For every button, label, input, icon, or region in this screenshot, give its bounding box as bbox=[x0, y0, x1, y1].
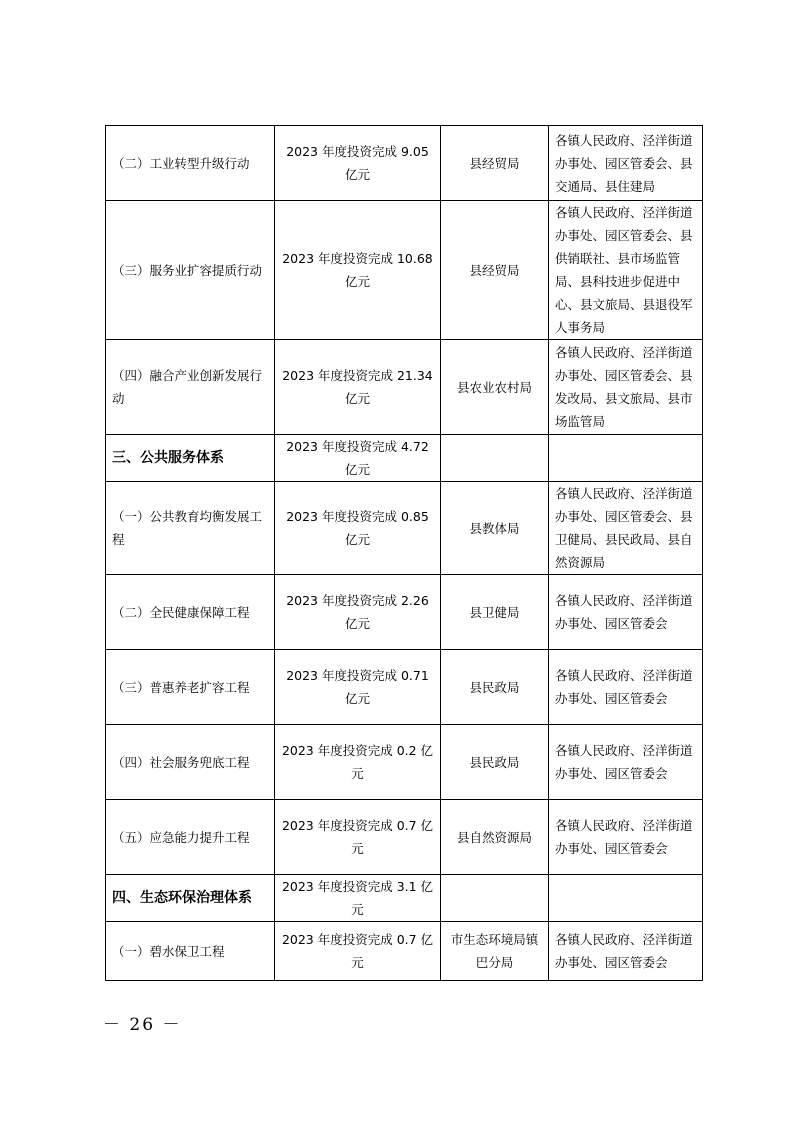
item-name-cell: （二）工业转型升级行动 bbox=[106, 126, 275, 201]
investment-cell: 2023 年度投资完成 2.26 亿元 bbox=[275, 575, 441, 650]
coop-units-cell: 各镇人民政府、泾洋街道办事处、园区管委会 bbox=[549, 650, 703, 725]
table-row bbox=[106, 482, 703, 575]
section-row bbox=[106, 875, 703, 922]
coop-units-cell bbox=[549, 435, 703, 482]
plan-table bbox=[105, 125, 703, 981]
lead-unit-cell: 市生态环境局镇巴分局 bbox=[441, 922, 549, 981]
section-row bbox=[106, 435, 703, 482]
item-name-cell: （一）公共教育均衡发展工程 bbox=[106, 482, 275, 575]
coop-units-cell: 各镇人民政府、泾洋街道办事处、园区管委会 bbox=[549, 575, 703, 650]
table-row bbox=[106, 650, 703, 725]
lead-unit-cell: 县民政局 bbox=[441, 725, 549, 800]
page-number: － 26 － bbox=[103, 1015, 182, 1035]
coop-units-cell bbox=[549, 875, 703, 922]
coop-units-cell: 各镇人民政府、泾洋街道办事处、园区管委会 bbox=[549, 725, 703, 800]
lead-unit-cell: 县经贸局 bbox=[441, 126, 549, 201]
lead-unit-cell: 县教体局 bbox=[441, 482, 549, 575]
item-name-cell: （一）碧水保卫工程 bbox=[106, 922, 275, 981]
coop-units-cell: 各镇人民政府、泾洋街道办事处、园区管委会 bbox=[549, 800, 703, 875]
item-name-cell: （五）应急能力提升工程 bbox=[106, 800, 275, 875]
coop-units-cell: 各镇人民政府、泾洋街道办事处、园区管委会、县卫健局、县民政局、县自然资源局 bbox=[549, 482, 703, 575]
plan-table-body bbox=[106, 126, 703, 981]
investment-cell: 2023 年度投资完成 0.85 亿元 bbox=[275, 482, 441, 575]
coop-units-cell: 各镇人民政府、泾洋街道办事处、园区管委会、县交通局、县住建局 bbox=[549, 126, 703, 201]
item-name-cell: （三）服务业扩容提质行动 bbox=[106, 201, 275, 340]
investment-cell: 2023 年度投资完成 10.68 亿元 bbox=[275, 201, 441, 340]
item-name-cell: 四、生态环保治理体系 bbox=[106, 875, 275, 922]
coop-units-cell: 各镇人民政府、泾洋街道办事处、园区管委会、县发改局、县文旅局、县市场监管局 bbox=[549, 340, 703, 435]
item-name-cell: （三）普惠养老扩容工程 bbox=[106, 650, 275, 725]
table-row bbox=[106, 725, 703, 800]
investment-cell: 2023 年度投资完成 9.05 亿元 bbox=[275, 126, 441, 201]
investment-cell: 2023 年度投资完成 3.1 亿元 bbox=[275, 875, 441, 922]
lead-unit-cell: 县经贸局 bbox=[441, 201, 549, 340]
lead-unit-cell bbox=[441, 875, 549, 922]
investment-cell: 2023 年度投资完成 4.72 亿元 bbox=[275, 435, 441, 482]
table-row bbox=[106, 922, 703, 981]
table-row bbox=[106, 340, 703, 435]
item-name-cell: （二）全民健康保障工程 bbox=[106, 575, 275, 650]
lead-unit-cell: 县民政局 bbox=[441, 650, 549, 725]
item-name-cell: 三、公共服务体系 bbox=[106, 435, 275, 482]
table-row bbox=[106, 126, 703, 201]
lead-unit-cell: 县自然资源局 bbox=[441, 800, 549, 875]
table-row bbox=[106, 201, 703, 340]
item-name-cell: （四）社会服务兜底工程 bbox=[106, 725, 275, 800]
investment-cell: 2023 年度投资完成 0.2 亿元 bbox=[275, 725, 441, 800]
lead-unit-cell: 县农业农村局 bbox=[441, 340, 549, 435]
lead-unit-cell bbox=[441, 435, 549, 482]
investment-cell: 2023 年度投资完成 0.71 亿元 bbox=[275, 650, 441, 725]
coop-units-cell: 各镇人民政府、泾洋街道办事处、园区管委会、县供销联社、县市场监管局、县科技进步促进中心、县文旅局、县退役军人事务局 bbox=[549, 201, 703, 340]
coop-units-cell: 各镇人民政府、泾洋街道办事处、园区管委会 bbox=[549, 922, 703, 981]
item-name-cell: （四）融合产业创新发展行动 bbox=[106, 340, 275, 435]
investment-cell: 2023 年度投资完成 0.7 亿元 bbox=[275, 922, 441, 981]
investment-cell: 2023 年度投资完成 0.7 亿元 bbox=[275, 800, 441, 875]
lead-unit-cell: 县卫健局 bbox=[441, 575, 549, 650]
table-row bbox=[106, 575, 703, 650]
investment-cell: 2023 年度投资完成 21.34 亿元 bbox=[275, 340, 441, 435]
table-row bbox=[106, 800, 703, 875]
